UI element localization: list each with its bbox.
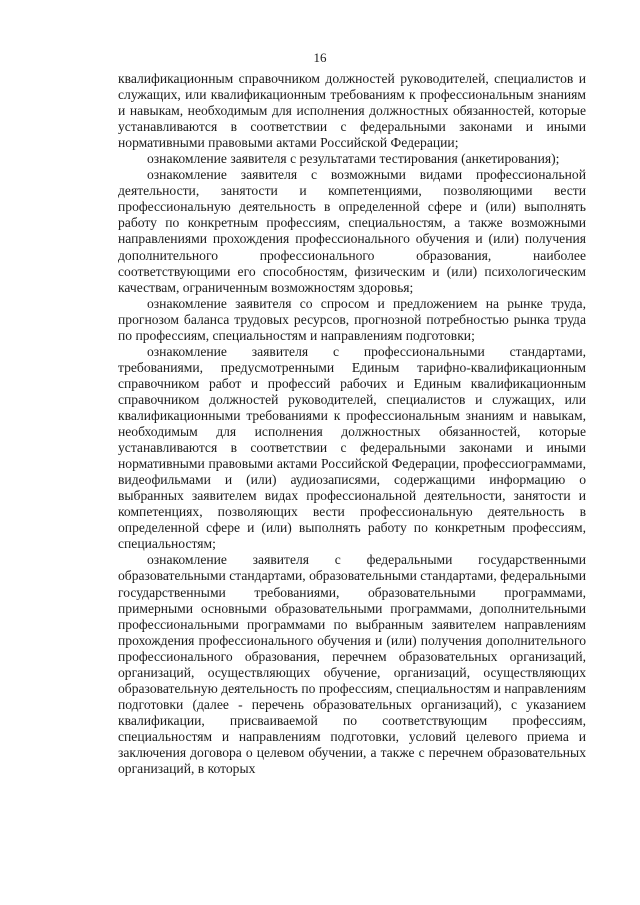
paragraph-labor-market: ознакомление заявителя со спросом и предложением на рынке труда, прогнозом баланса трудовых ресурсов, прогнозной потребностью рынка труда по профессиям, специальностям и направлениям подготовки; [118, 295, 586, 343]
paragraph-professional-standards: ознакомление заявителя с профессиональными стандартами, требованиями, предусмотренными Единым тарифно-квалификационным справочником работ и профессий рабочих и Единым квалификационным справочником должностей руководителей, специалистов и служащих, или квалификационными требованиями к профессиональным знаниям и навыкам, необходимым для исполнения должностных обязанностей, которые устанавливаются в соответствии с федеральными законами и иными нормативными правовыми актами Российской Федерации, профессиограммами, видеофильмами и (или) аудиозаписями, содержащими информацию о выбранных заявителем видах профессиональной деятельности, занятости и компетенциях, позволяющих вести профессиональную деятельность в определенной сфере и (или) выполнять работу по конкретным профессиям, специальностям; [118, 343, 586, 552]
document-body [118, 71, 586, 777]
paragraph-testing-results: ознакомление заявителя с результатами тестирования (анкетирования); [147, 151, 560, 167]
paragraph-activity-types: ознакомление заявителя с возможными видами профессиональной деятельности, занятости и компетенциями, позволяющими вести профессиональную деятельность в определенной сфере и (или) выполнять работу по конкретным профессиям, специальностям, а также возможными направлениями прохождения профессионального обучения и (или) получения дополнительного профессионального образования, наиболее соответствующими его способностям, физическим и (или) психологическим качествам, ограниченным возможностям здоровья; [118, 167, 586, 295]
page-number: 16 [313, 50, 327, 65]
paragraph-educational-standards: ознакомление заявителя с федеральными государственными образовательными стандартами, образовательными стандартами, федеральными государственными требованиями, образовательными программами, примерными основными образовательными программами, дополнительными профессиональными программами по выбранным заявителем направлениям прохождения профессионального обучения и (или) получения дополнительного профессионального образования, перечнем образовательных организаций, организаций, осуществляющих обучение, организаций, осуществляющих образовательную деятельность по профессиям, специальностям и направлениям подготовки (далее - перечень образовательных организаций), с указанием квалификации, присваиваемой по соответствующим профессиям, специальностям и направлениям подготовки, условий целевого приема и заключения договора о целевом обучении, а также с перечнем образовательных организаций, в которых [118, 552, 586, 777]
paragraph-continuation: квалификационным справочником должностей руководителей, специалистов и служащих, или квалификационным требованиям к профессиональным знаниям и навыкам, необходимым для исполнения должностных обязанностей, которые устанавливаются в соответствии с федеральными законами и иными нормативными правовыми актами Российской Федерации; [118, 71, 586, 151]
